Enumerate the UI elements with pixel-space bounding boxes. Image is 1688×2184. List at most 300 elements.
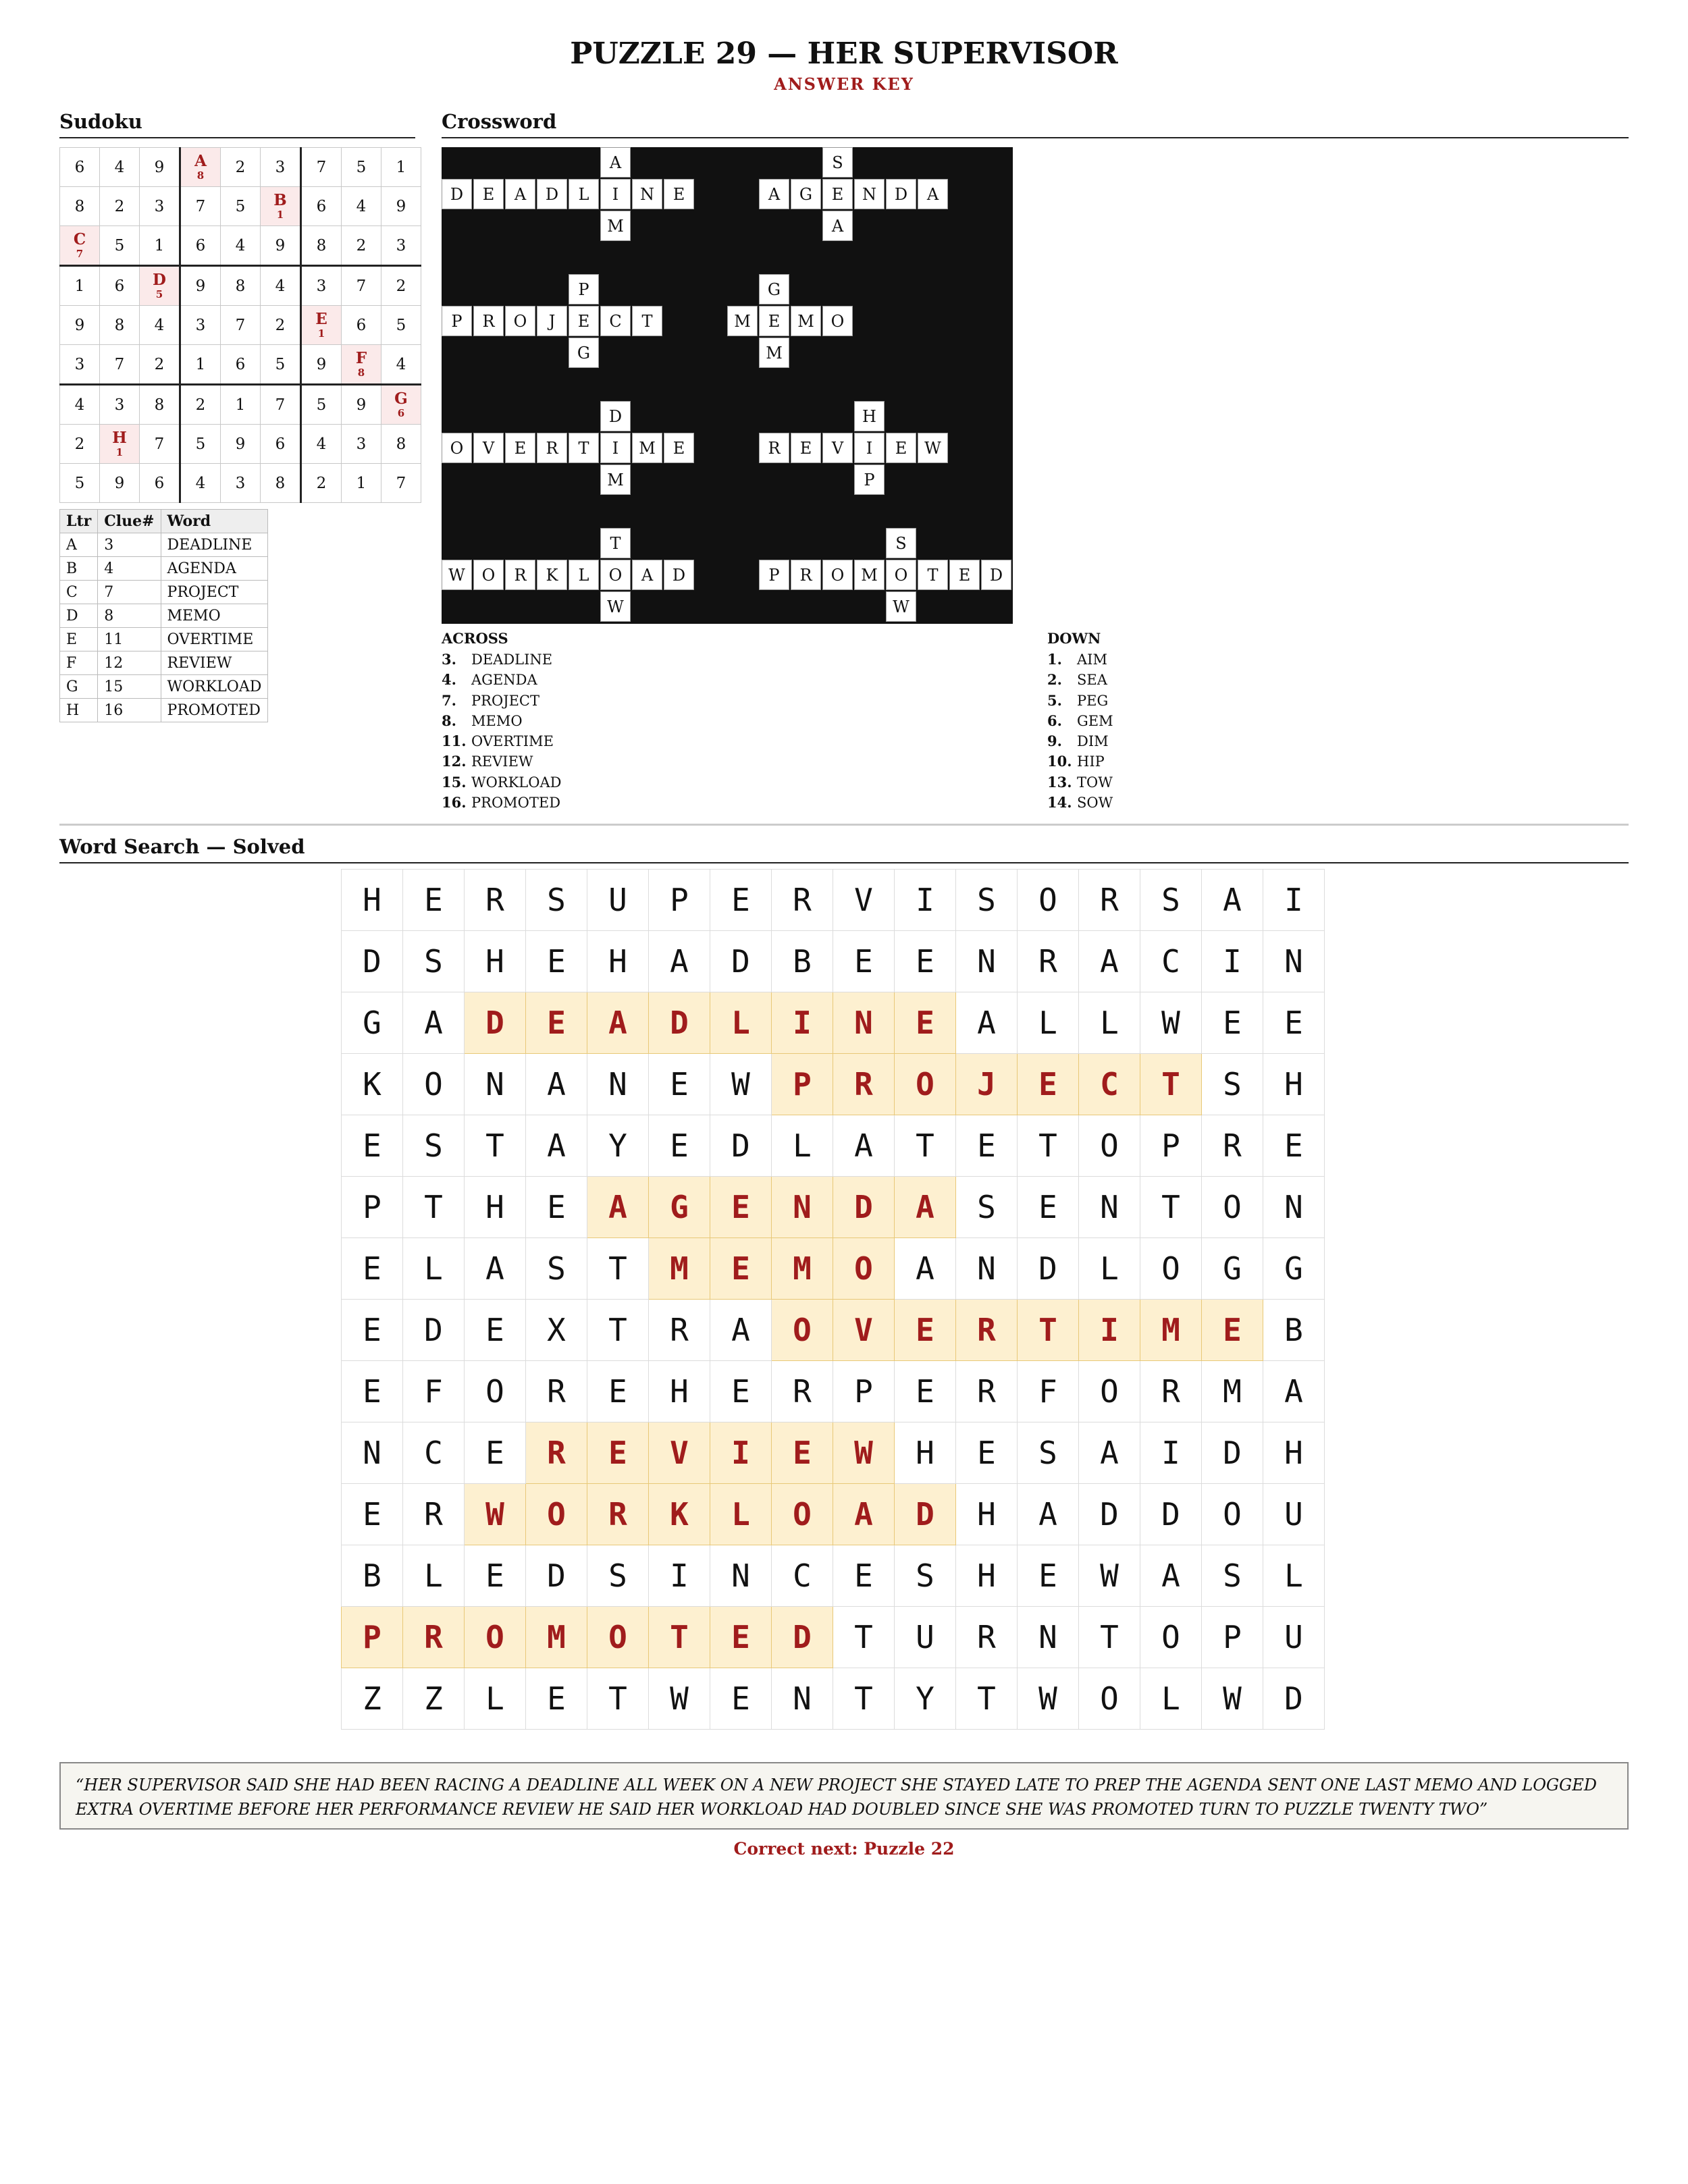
wordsearch-cell: T [587, 1238, 649, 1300]
wordsearch-cell: O [772, 1484, 833, 1545]
crossword-cell: R [473, 306, 504, 336]
crossword-cell: V [473, 433, 504, 463]
clue-item: 8. MEMO [442, 712, 523, 729]
key-table-row [60, 651, 268, 675]
wordsearch-cell: I [649, 1545, 710, 1607]
wordsearch-cell: S [1202, 1545, 1263, 1607]
wordsearch-cell: L [1018, 992, 1079, 1054]
sudoku-cell: 7 [100, 345, 140, 385]
wordsearch-cell: T [1018, 1300, 1079, 1361]
sudoku-cell: 1 [140, 226, 180, 266]
wordsearch-cell: O [1079, 1115, 1140, 1177]
crossword-cell: R [791, 560, 821, 590]
wordsearch-cell: A [833, 1115, 895, 1177]
wordsearch-cell: P [342, 1607, 403, 1668]
wordsearch-cell: E [526, 1668, 587, 1730]
crossword-cell: T [569, 433, 599, 463]
wordsearch-cell: T [956, 1668, 1018, 1730]
sudoku-cell: 7 [180, 187, 221, 226]
sudoku-cell: 2 [100, 187, 140, 226]
wordsearch-cell: E [1263, 992, 1325, 1054]
clue-item: 13. TOW [1047, 773, 1113, 791]
sudoku-cell: 6 [140, 464, 180, 503]
crossword-cell: O [473, 560, 504, 590]
wordsearch-heading: Word Search — Solved [59, 835, 1629, 863]
wordsearch-cell: E [465, 1300, 526, 1361]
wordsearch-cell: A [833, 1484, 895, 1545]
wordsearch-cell: D [342, 931, 403, 992]
sudoku-cell: 5 [342, 148, 381, 187]
sudoku-cell: 6 [60, 148, 100, 187]
across-title: ACROSS [442, 630, 508, 647]
key-table-cell: D [60, 604, 98, 628]
crossword-cell: E [759, 306, 789, 336]
key-table-cell: E [60, 628, 98, 651]
crossword-cell: I [600, 179, 631, 209]
key-table-cell: OVERTIME [161, 628, 268, 651]
wordsearch-cell: D [895, 1484, 956, 1545]
wordsearch-cell: E [587, 1361, 649, 1422]
wordsearch-cell: A [895, 1238, 956, 1300]
sudoku-cell: 5 [261, 345, 301, 385]
wordsearch-cell: A [1018, 1484, 1079, 1545]
key-table-cell: G [60, 675, 98, 699]
wordsearch-cell: O [1140, 1607, 1202, 1668]
wordsearch-cell: N [1263, 1177, 1325, 1238]
wordsearch-cell: S [587, 1545, 649, 1607]
key-table-cell: F [60, 651, 98, 675]
wordsearch-cell: T [833, 1668, 895, 1730]
sudoku-cell: 9 [100, 464, 140, 503]
sudoku-cell: 4 [140, 306, 180, 345]
wordsearch-cell: E [526, 931, 587, 992]
crossword-cell: O [442, 433, 472, 463]
wordsearch-cell: L [403, 1238, 465, 1300]
sudoku-cell: 4 [221, 226, 261, 266]
sudoku-cell: 5 [100, 226, 140, 266]
wordsearch-cell: E [772, 1422, 833, 1484]
crossword-cell: A [600, 147, 631, 178]
down-title: DOWN [1047, 630, 1101, 647]
wordsearch-cell: E [710, 1668, 772, 1730]
wordsearch-cell: C [1079, 1054, 1140, 1115]
wordsearch-cell: L [1140, 1668, 1202, 1730]
sudoku-cell: 3 [180, 306, 221, 345]
wordsearch-cell: D [1202, 1422, 1263, 1484]
clue-item: 5. PEG [1047, 691, 1109, 709]
key-table-row [60, 675, 268, 699]
wordsearch-cell: N [833, 992, 895, 1054]
wordsearch-cell: Z [342, 1668, 403, 1730]
wordsearch-cell: R [956, 1300, 1018, 1361]
sudoku-cell: 7 [140, 425, 180, 464]
wordsearch-cell: T [1018, 1115, 1079, 1177]
wordsearch-cell: W [833, 1422, 895, 1484]
sudoku-cell: 9 [342, 385, 381, 425]
wordsearch-cell: E [710, 1177, 772, 1238]
crossword-cell: E [822, 179, 853, 209]
wordsearch-cell: N [1018, 1607, 1079, 1668]
sudoku-cell: 3 [100, 385, 140, 425]
key-table-cell: 16 [98, 699, 161, 722]
wordsearch-cell: D [465, 992, 526, 1054]
sudoku-cell: 4 [381, 345, 421, 385]
sudoku-cell: G 6 [381, 385, 421, 425]
wordsearch-cell: E [1263, 1115, 1325, 1177]
sudoku-cell: A 8 [180, 148, 221, 187]
sudoku-cell: 9 [261, 226, 301, 266]
wordsearch-cell: T [587, 1300, 649, 1361]
wordsearch-cell: I [1140, 1422, 1202, 1484]
sudoku-cell: 1 [221, 385, 261, 425]
sudoku-cell: 9 [180, 266, 221, 306]
sudoku-cell: 2 [261, 306, 301, 345]
wordsearch-cell: E [710, 1238, 772, 1300]
crossword-cell: W [600, 591, 631, 622]
wordsearch-cell: B [342, 1545, 403, 1607]
wordsearch-cell: E [649, 1115, 710, 1177]
key-table-cell: PROJECT [161, 581, 268, 604]
wordsearch-cell: E [465, 1422, 526, 1484]
sudoku-cell: 6 [180, 226, 221, 266]
wordsearch-cell: S [526, 870, 587, 931]
sudoku-cell: 1 [180, 345, 221, 385]
crossword-cell: O [886, 560, 916, 590]
sudoku-cell: 2 [140, 345, 180, 385]
crossword-cell: E [473, 179, 504, 209]
wordsearch-cell: A [1140, 1545, 1202, 1607]
wordsearch-cell: I [895, 870, 956, 931]
wordsearch-cell: R [526, 1361, 587, 1422]
sudoku-cell: 1 [381, 148, 421, 187]
wordsearch-cell: T [833, 1607, 895, 1668]
sudoku-cell: 2 [221, 148, 261, 187]
sudoku-cell: 8 [301, 226, 342, 266]
sudoku-cell: 8 [261, 464, 301, 503]
wordsearch-cell: T [587, 1668, 649, 1730]
wordsearch-cell: L [710, 992, 772, 1054]
sudoku-cell: 5 [180, 425, 221, 464]
wordsearch-cell: H [1263, 1054, 1325, 1115]
clue-item: 6. GEM [1047, 712, 1113, 729]
wordsearch-cell: H [649, 1361, 710, 1422]
wordsearch-cell: R [772, 1361, 833, 1422]
crossword-cell: M [600, 211, 631, 241]
wordsearch-cell: R [526, 1422, 587, 1484]
wordsearch-cell: I [1079, 1300, 1140, 1361]
wordsearch-cell: L [1079, 992, 1140, 1054]
wordsearch-cell: D [1140, 1484, 1202, 1545]
wordsearch-cell: L [465, 1668, 526, 1730]
sudoku-cell: 8 [221, 266, 261, 306]
wordsearch-cell: E [403, 870, 465, 931]
wordsearch-cell: P [1202, 1607, 1263, 1668]
crossword-cell: I [600, 433, 631, 463]
wordsearch-cell: A [526, 1115, 587, 1177]
wordsearch-cell: E [895, 992, 956, 1054]
sudoku-cell: 4 [60, 385, 100, 425]
clue-item: 10. HIP [1047, 753, 1105, 770]
wordsearch-cell: U [895, 1607, 956, 1668]
key-table-cell: 3 [98, 533, 161, 557]
crossword-cell: L [569, 179, 599, 209]
crossword-cell: A [632, 560, 662, 590]
wordsearch-cell: W [710, 1054, 772, 1115]
wordsearch-cell: O [1018, 870, 1079, 931]
sudoku-cell: 4 [261, 266, 301, 306]
wordsearch-cell: O [1202, 1177, 1263, 1238]
crossword-cell: J [537, 306, 567, 336]
wordsearch-cell: S [403, 1115, 465, 1177]
next-puzzle-note: Correct next: Puzzle 22 [733, 1839, 955, 1859]
wordsearch-cell: O [1202, 1484, 1263, 1545]
wordsearch-cell: E [342, 1238, 403, 1300]
key-table-cell: MEMO [161, 604, 268, 628]
key-table-cell: 12 [98, 651, 161, 675]
crossword-cell: O [600, 560, 631, 590]
sudoku-cell: 7 [301, 148, 342, 187]
wordsearch-cell: H [1263, 1422, 1325, 1484]
sudoku-cell: 8 [381, 425, 421, 464]
clue-item: 16. PROMOTED [442, 794, 561, 811]
crossword-cell: E [886, 433, 916, 463]
wordsearch-cell: O [895, 1054, 956, 1115]
wordsearch-cell: N [772, 1177, 833, 1238]
wordsearch-cell: R [833, 1054, 895, 1115]
wordsearch-cell: F [1018, 1361, 1079, 1422]
clue-item: 2. SEA [1047, 671, 1107, 689]
wordsearch-cell: E [833, 931, 895, 992]
crossword-cell: A [822, 211, 853, 241]
crossword-cell: E [664, 179, 694, 209]
wordsearch-cell: D [649, 992, 710, 1054]
wordsearch-cell: S [526, 1238, 587, 1300]
key-table-row [60, 699, 268, 722]
key-table-row [60, 533, 268, 557]
wordsearch-cell: J [956, 1054, 1018, 1115]
key-table-row [60, 581, 268, 604]
crossword-cell: A [759, 179, 789, 209]
wordsearch-cell: U [1263, 1484, 1325, 1545]
wordsearch-cell: A [587, 1177, 649, 1238]
crossword-cell: W [442, 560, 472, 590]
wordsearch-cell: H [465, 1177, 526, 1238]
wordsearch-cell: A [403, 992, 465, 1054]
key-table-header: Ltr [60, 510, 98, 533]
wordsearch-cell: D [710, 931, 772, 992]
key-table-row [60, 628, 268, 651]
crossword-cell: D [537, 179, 567, 209]
wordsearch-cell: N [1263, 931, 1325, 992]
wordsearch-cell: V [833, 870, 895, 931]
wordsearch-cell: T [895, 1115, 956, 1177]
crossword-cell: O [822, 560, 853, 590]
wordsearch-cell: P [1140, 1115, 1202, 1177]
sudoku-cell: 6 [342, 306, 381, 345]
wordsearch-cell: E [710, 1607, 772, 1668]
wordsearch-cell: R [1140, 1361, 1202, 1422]
wordsearch-cell: E [956, 1115, 1018, 1177]
sudoku-cell: 1 [60, 266, 100, 306]
wordsearch-cell: A [1079, 1422, 1140, 1484]
clue-item: 9. DIM [1047, 733, 1109, 750]
wordsearch-cell: E [710, 870, 772, 931]
wordsearch-cell: W [1202, 1668, 1263, 1730]
wordsearch-cell: E [895, 931, 956, 992]
sudoku-cell: 3 [342, 425, 381, 464]
sudoku-cell: F 8 [342, 345, 381, 385]
wordsearch-cell: P [649, 870, 710, 931]
wordsearch-cell: R [772, 870, 833, 931]
wordsearch-cell: D [403, 1300, 465, 1361]
wordsearch-cell: O [1140, 1238, 1202, 1300]
wordsearch-cell: X [526, 1300, 587, 1361]
key-table-header: Word [161, 510, 268, 533]
sudoku-cell: 2 [301, 464, 342, 503]
wordsearch-cell: T [649, 1607, 710, 1668]
wordsearch-cell: E [342, 1484, 403, 1545]
crossword-cell: D [442, 179, 472, 209]
wordsearch-cell: E [342, 1361, 403, 1422]
wordsearch-cell: T [465, 1115, 526, 1177]
wordsearch-cell: G [1202, 1238, 1263, 1300]
sudoku-cell: 7 [342, 266, 381, 306]
crossword-cell: S [886, 528, 916, 558]
wordsearch-cell: E [833, 1545, 895, 1607]
wordsearch-cell: C [403, 1422, 465, 1484]
sudoku-cell: 3 [221, 464, 261, 503]
wordsearch-cell: M [1140, 1300, 1202, 1361]
wordsearch-cell: D [833, 1177, 895, 1238]
crossword-cell: E [949, 560, 980, 590]
wordsearch-cell: N [465, 1054, 526, 1115]
crossword-cell: S [822, 147, 853, 178]
crossword-cell: W [918, 433, 948, 463]
hidden-message-quote: “HER SUPERVISOR SAID SHE HAD BEEN RACING A DEADLINE ALL WEEK ON A NEW PROJECT SHE STAYED LATE TO PREP THE AGENDA SENT ONE LAST MEMO AND LOGGED EXTRA OVERTIME BEFORE HER PERFORMANCE REVIEW HE SAID HER WORKLOAD HAD DOUBLED SINCE SHE WAS PROMOTED TURN TO PUZZLE TWENTY TWO” [59, 1762, 1629, 1830]
wordsearch-cell: P [833, 1361, 895, 1422]
wordsearch-cell: E [587, 1422, 649, 1484]
sudoku-cell: 2 [180, 385, 221, 425]
wordsearch-cell: S [1018, 1422, 1079, 1484]
sudoku-cell: H 1 [100, 425, 140, 464]
sudoku-cell: 3 [261, 148, 301, 187]
key-table-cell: A [60, 533, 98, 557]
sudoku-cell: 8 [100, 306, 140, 345]
crossword-cell: R [505, 560, 535, 590]
wordsearch-cell: O [1079, 1668, 1140, 1730]
wordsearch-cell: R [956, 1607, 1018, 1668]
crossword-cell: P [442, 306, 472, 336]
crossword-cell: W [886, 591, 916, 622]
wordsearch-cell: C [772, 1545, 833, 1607]
wordsearch-cell: E [895, 1361, 956, 1422]
sudoku-cell: 5 [60, 464, 100, 503]
wordsearch-cell: N [1079, 1177, 1140, 1238]
wordsearch-cell: S [895, 1545, 956, 1607]
wordsearch-cell: D [526, 1545, 587, 1607]
sudoku-cell: 6 [301, 187, 342, 226]
sudoku-cell: 9 [301, 345, 342, 385]
sudoku-cell: 2 [381, 266, 421, 306]
wordsearch-cell: B [772, 931, 833, 992]
wordsearch-cell: N [587, 1054, 649, 1115]
wordsearch-cell: E [1018, 1054, 1079, 1115]
sudoku-heading: Sudoku [59, 110, 415, 138]
crossword-cell: I [854, 433, 885, 463]
wordsearch-cell: D [772, 1607, 833, 1668]
crossword-cell: D [600, 401, 631, 431]
key-table-cell: H [60, 699, 98, 722]
crossword-cell: R [537, 433, 567, 463]
sudoku-cell: 4 [342, 187, 381, 226]
wordsearch-cell: E [649, 1054, 710, 1115]
wordsearch-cell: T [1140, 1177, 1202, 1238]
sudoku-grid [59, 147, 421, 503]
wordsearch-cell: W [465, 1484, 526, 1545]
wordsearch-cell: L [403, 1545, 465, 1607]
sudoku-cell: 3 [381, 226, 421, 266]
wordsearch-cell: E [465, 1545, 526, 1607]
key-table-cell: 15 [98, 675, 161, 699]
key-table-cell: 11 [98, 628, 161, 651]
wordsearch-cell: A [587, 992, 649, 1054]
wordsearch-cell: L [772, 1115, 833, 1177]
wordsearch-cell: D [1263, 1668, 1325, 1730]
wordsearch-cell: E [1018, 1545, 1079, 1607]
wordsearch-cell: O [1079, 1361, 1140, 1422]
crossword-cell: E [505, 433, 535, 463]
sudoku-cell: 7 [381, 464, 421, 503]
wordsearch-cell: K [342, 1054, 403, 1115]
page-subtitle: ANSWER KEY [774, 74, 914, 94]
wordsearch-cell: O [772, 1300, 833, 1361]
wordsearch-cell: F [403, 1361, 465, 1422]
wordsearch-cell: W [1018, 1668, 1079, 1730]
crossword-cell: T [632, 306, 662, 336]
wordsearch-cell: A [649, 931, 710, 992]
key-table-cell: B [60, 557, 98, 581]
page-title: PUZZLE 29 — HER SUPERVISOR [570, 36, 1118, 71]
key-table-header: Clue# [98, 510, 161, 533]
sudoku-cell: 3 [140, 187, 180, 226]
wordsearch-cell: A [526, 1054, 587, 1115]
down-clues [1047, 630, 1113, 813]
crossword-cell: T [600, 528, 631, 558]
sudoku-cell: D 5 [140, 266, 180, 306]
crossword-cell: G [759, 274, 789, 304]
wordsearch-cell: U [1263, 1607, 1325, 1668]
crossword-cell: M [632, 433, 662, 463]
wordsearch-cell: A [1263, 1361, 1325, 1422]
clue-item: 15. WORKLOAD [442, 773, 562, 791]
wordsearch-cell: R [649, 1300, 710, 1361]
wordsearch-cell: D [1079, 1484, 1140, 1545]
crossword-cell: E [664, 433, 694, 463]
clue-item: 11. OVERTIME [442, 733, 554, 750]
key-table-cell: PROMOTED [161, 699, 268, 722]
wordsearch-cell: H [895, 1422, 956, 1484]
crossword-cell: N [632, 179, 662, 209]
wordsearch-cell: E [956, 1422, 1018, 1484]
wordsearch-cell: E [1018, 1177, 1079, 1238]
sudoku-cell: 3 [60, 345, 100, 385]
wordsearch-cell: K [649, 1484, 710, 1545]
wordsearch-cell: E [342, 1115, 403, 1177]
crossword-cell: E [569, 306, 599, 336]
crossword-cell: O [822, 306, 853, 336]
key-table-cell: 4 [98, 557, 161, 581]
sudoku-cell: 9 [381, 187, 421, 226]
